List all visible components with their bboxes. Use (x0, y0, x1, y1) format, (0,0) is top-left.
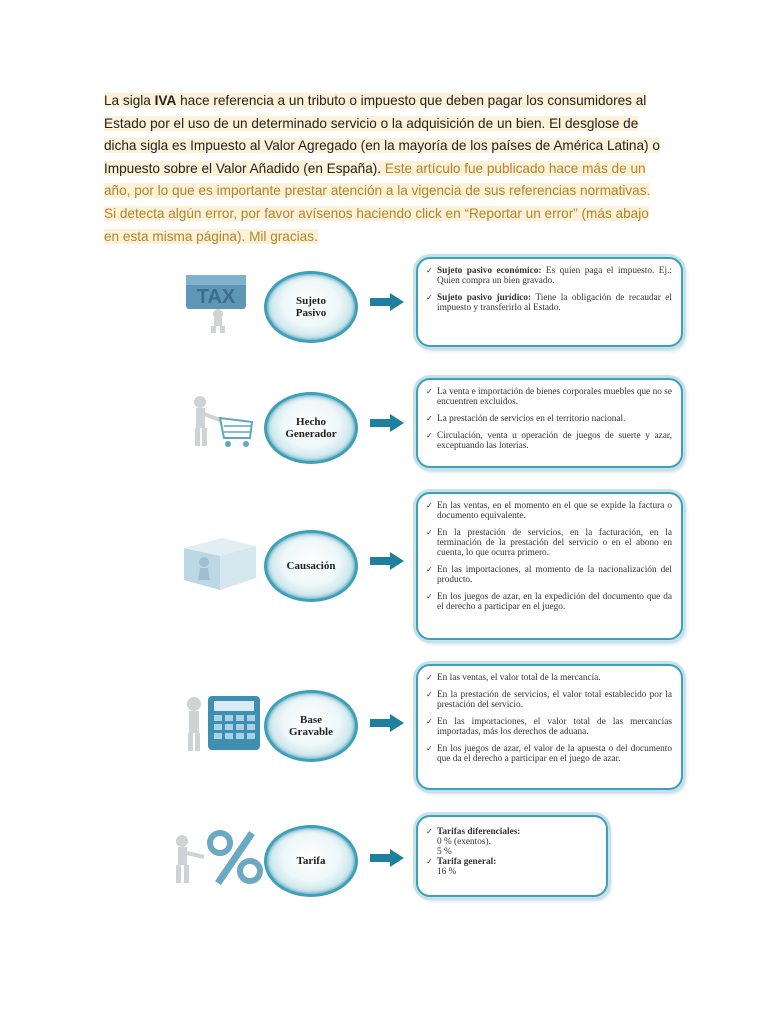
list-item: ✓ La venta e importación de bienes corporales muebles que no se encuentren excluidos. (426, 387, 672, 407)
tax-figure-icon (164, 271, 276, 333)
list-item: ✓ En la prestación de servicios, en la facturación, en la terminación de la prestación del servicio o en el abono en cuenta, lo que ocurra primero. (426, 528, 672, 558)
list-item: ✓ En los juegos de azar, en la expedición del documento que da el derecho a participar en el juego. (426, 592, 672, 612)
calculator-figure-icon (164, 690, 276, 752)
list-item: ✓ En las importaciones, al momento de la nacionalización del producto. (426, 565, 672, 585)
details-box (416, 378, 683, 468)
intro-paragraph (104, 90, 662, 248)
label-circle: Causación (264, 530, 358, 602)
list-item: ✓ Sujeto pasivo económico: Es quien paga el impuesto. Ej.: Quien compra un bien gravado. (426, 266, 672, 286)
arrow-right-icon (370, 293, 404, 311)
row-hecho-generador (160, 378, 690, 468)
label-circle: Hecho Generador (264, 392, 358, 464)
row-base-gravable (160, 660, 690, 790)
percent-figure-icon (164, 825, 276, 887)
details-box (416, 815, 608, 897)
warning-notice: Este artículo fue publicado hace más de un año, por lo que es importante prestar atención a la vigencia de sus referencias normativas. Si detecta algún error, por favor avísenos haciendo click en “Reportar un error” (más abajo en esta misma página). Mil gracias. (104, 160, 651, 244)
iva-acronym: IVA (154, 93, 177, 108)
list-item: ✓ En las ventas, en el momento en el que se expide la factura o documento equivalente. (426, 501, 672, 521)
svg-text:TAX: TAX (196, 286, 236, 308)
list-item: ✓ La prestación de servicios en el territorio nacional. (426, 414, 672, 424)
details-box (416, 257, 683, 347)
label-circle: Tarifa (264, 825, 358, 897)
rate-value: 16 % (437, 867, 457, 877)
list-item: ✓ Sujeto pasivo jurídico: Tiene la obligación de recaudar el impuesto y transferirlo al Estado. (426, 293, 672, 313)
arrow-right-icon (370, 849, 404, 867)
arrow-right-icon (370, 414, 404, 432)
list-item: ✓ En los juegos de azar, el valor de la apuesta o del documento que da el derecho a participar en el juego de azar. (426, 744, 672, 764)
rate-value: 5 % (437, 847, 452, 857)
shopping-cart-figure-icon (164, 392, 276, 454)
details-box (416, 664, 683, 790)
list-item: ✓ Circulación, venta u operación de juegos de suerte y azar, exceptuando las loterías. (426, 431, 672, 451)
details-box (416, 492, 683, 640)
list-item: ✓ Tarifas diferenciales: (426, 827, 597, 837)
label-circle: Sujeto Pasivo (264, 271, 358, 343)
intro-text-1: La sigla (104, 93, 155, 108)
list-item: ✓ En las importaciones, el valor total de las mercancías importadas, más los derechos de aduana. (426, 717, 672, 737)
list-item: ✓ En las ventas, el valor total de la mercancía. (426, 673, 672, 683)
row-causacion (160, 492, 690, 642)
arrow-right-icon (370, 552, 404, 570)
rate-value: 0 % (exentos). (437, 837, 491, 847)
list-item: ✓ En la prestación de servicios, el valor total establecido por la prestación del servicio. (426, 690, 672, 710)
box-figure-icon (164, 530, 276, 592)
label-circle: Base Gravable (264, 690, 358, 762)
intro-text-2: hace referencia a un tributo o impuesto que deben pagar los consumidores al Estado por el uso de un determinado servicio o la adquisición de un bien. El desglose de dicha sigla es Impuesto al Valor Agregado (en la mayoría de los países de América Latina) o Impuesto sobre el Valor Añadido (en España). (104, 93, 660, 176)
row-sujeto-pasivo (160, 257, 690, 352)
row-tarifa (160, 815, 690, 905)
arrow-right-icon (370, 714, 404, 732)
list-item: ✓ Tarifa general: (426, 857, 597, 867)
